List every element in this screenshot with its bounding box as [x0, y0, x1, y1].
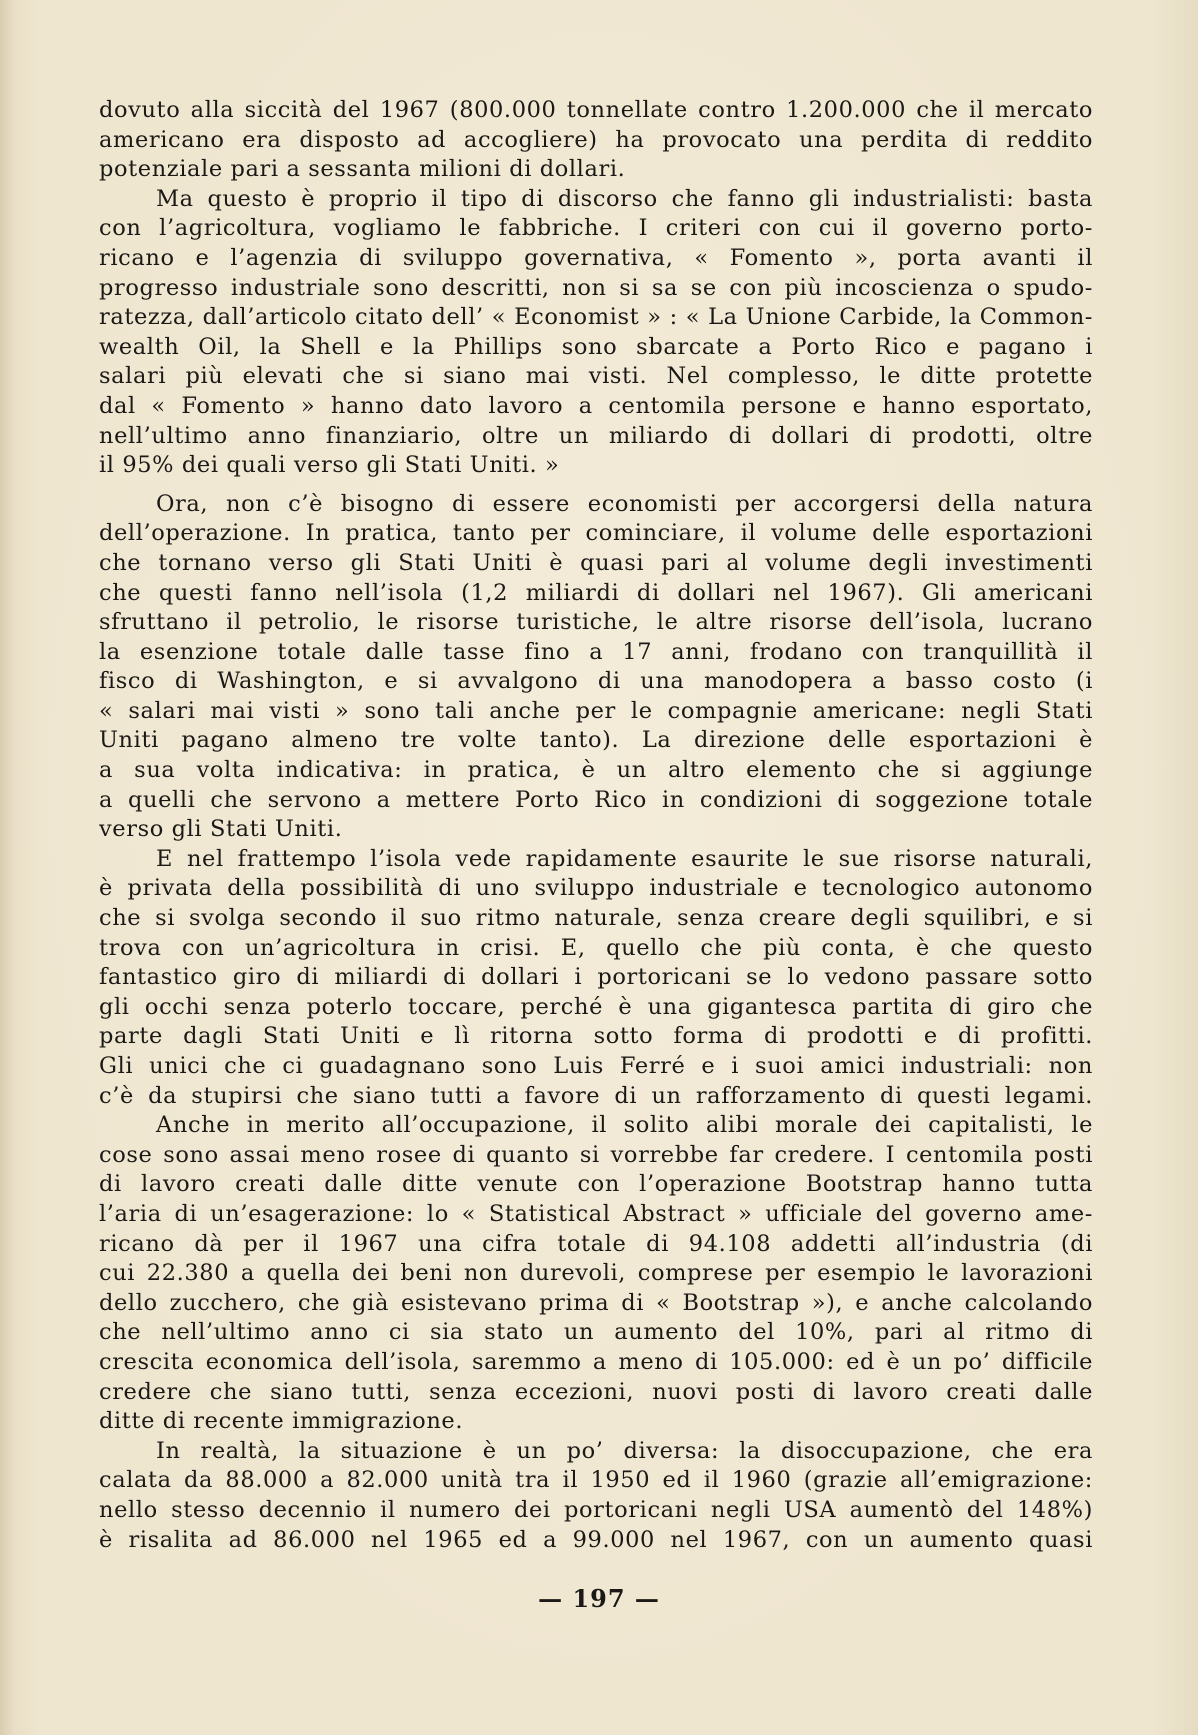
- text-line: nello stesso decennio il numero dei portoricani negli USA aumentò del 148%): [99, 1496, 1093, 1523]
- text-line: sfruttano il petrolio, le risorse turistiche, le altre risorse dell’isola, lucrano: [99, 609, 1093, 636]
- text-line: è risalita ad 86.000 nel 1965 ed a 99.000 nel 1967, con un aumento quasi: [99, 1526, 1093, 1553]
- text-line: che si svolga secondo il suo ritmo naturale, senza creare degli squilibri, e si: [99, 905, 1093, 932]
- text-line: In realtà, la situazione è un po’ diversa: la disoccupazione, che era: [156, 1437, 1093, 1464]
- text-line: c’è da stupirsi che siano tutti a favore di un rafforzamento di questi legami.: [99, 1082, 1093, 1109]
- text-line: a sua volta indicativa: in pratica, è un altro elemento che si aggiunge: [99, 757, 1093, 784]
- text-line: crescita economica dell’isola, saremmo a meno di 105.000: ed è un po’ difficile: [99, 1348, 1093, 1375]
- paragraph-gap: [99, 481, 1093, 490]
- text-line: « salari mai visti » sono tali anche per le compagnie americane: negli Stati: [99, 697, 1093, 724]
- text-line: ricano dà per il 1967 una cifra totale di 94.108 addetti all’industria (di: [99, 1230, 1093, 1257]
- text-line: trova con un’agricoltura in crisi. E, quello che più conta, è che questo: [99, 934, 1093, 961]
- text-line: che questi fanno nell’isola (1,2 miliardi di dollari nel 1967). Gli americani: [99, 579, 1093, 606]
- text-line: potenziale pari a sessanta milioni di dollari.: [99, 156, 626, 183]
- text-line: Ora, non c’è bisogno di essere economisti per accorgersi della natura: [156, 490, 1093, 517]
- text-line: cose sono assai meno rosee di quanto si vorrebbe far credere. I centomila posti: [99, 1141, 1093, 1168]
- text-line: ricano e l’agenzia di sviluppo governativa, « Fomento », porta avanti il: [99, 244, 1093, 271]
- text-line: Anche in merito all’occupazione, il solito alibi morale dei capitalisti, le: [156, 1112, 1093, 1139]
- text-line: calata da 88.000 a 82.000 unità tra il 1950 ed il 1960 (grazie all’emigrazione:: [99, 1467, 1093, 1494]
- text-line: verso gli Stati Uniti.: [99, 816, 343, 843]
- text-line: credere che siano tutti, senza eccezioni, nuovi posti di lavoro creati dalle: [99, 1378, 1093, 1405]
- text-line: è privata della possibilità di uno sviluppo industriale e tecnologico autonomo: [99, 875, 1093, 902]
- text-line: fisco di Washington, e si avvalgono di una manodopera a basso costo (i: [99, 668, 1093, 695]
- text-line: dell’operazione. In pratica, tanto per cominciare, il volume delle esportazioni: [99, 520, 1093, 547]
- text-line: ditte di recente immigrazione.: [99, 1408, 464, 1435]
- text-line: l’aria di un’esagerazione: lo « Statistical Abstract » ufficiale del governo ame-: [99, 1200, 1093, 1227]
- text-line: salari più elevati che si siano mai visti. Nel complesso, le ditte protette: [99, 363, 1093, 390]
- text-line: americano era disposto ad accogliere) ha provocato una perdita di reddito: [99, 126, 1093, 153]
- text-line: fantastico giro di miliardi di dollari i portoricani se lo vedono passare sotto: [99, 964, 1093, 991]
- text-line: wealth Oil, la Shell e la Phillips sono sbarcate a Porto Rico e pagano i: [99, 333, 1093, 360]
- text-line: cui 22.380 a quella dei beni non durevoli, comprese per esempio le lavorazioni: [99, 1260, 1093, 1287]
- page-number: — 197 —: [538, 1584, 660, 1613]
- text-line: dovuto alla siccità del 1967 (800.000 tonnellate contro 1.200.000 che il mercato: [99, 97, 1093, 123]
- text-line: il 95% dei quali verso gli Stati Uniti. »: [99, 452, 560, 479]
- text-line: dal « Fomento » hanno dato lavoro a centomila persone e hanno esportato,: [99, 392, 1093, 419]
- text-line: a quelli che servono a mettere Porto Rico in condizioni di soggezione totale: [99, 786, 1093, 813]
- text-line: Ma questo è proprio il tipo di discorso che fanno gli industrialisti: basta: [156, 185, 1093, 212]
- text-line: Gli unici che ci guadagnano sono Luis Ferré e i suoi amici industriali: non: [99, 1053, 1093, 1079]
- text-line: nell’ultimo anno finanziario, oltre un miliardo di dollari di prodotti, oltre: [99, 422, 1093, 449]
- text-line: gli occhi senza poterlo toccare, perché è una gigantesca partita di giro che: [99, 993, 1093, 1020]
- text-line: parte dagli Stati Uniti e lì ritorna sotto forma di prodotti e di profitti.: [99, 1023, 1093, 1050]
- text-line: che nell’ultimo anno ci sia stato un aumento del 10%, pari al ritmo di: [99, 1319, 1093, 1346]
- text-line: Uniti pagano almeno tre volte tanto). La direzione delle esportazioni è: [99, 727, 1093, 754]
- text-line: che tornano verso gli Stati Uniti è quasi pari al volume degli investimenti: [99, 549, 1093, 576]
- text-line: con l’agricoltura, vogliamo le fabbriche. I criteri con cui il governo porto-: [99, 215, 1093, 242]
- text-line: la esenzione totale dalle tasse fino a 17 anni, frodano con tranquillità il: [99, 638, 1093, 665]
- text-line: E nel frattempo l’isola vede rapidamente esaurite le sue risorse naturali,: [156, 845, 1093, 872]
- text-line: ratezza, dall’articolo citato dell’ « Economist » : « La Unione Carbide, la Common-: [99, 304, 1093, 331]
- text-line: progresso industriale sono descritti, non si sa se con più incoscienza o spudo-: [99, 274, 1093, 301]
- text-line: di lavoro creati dalle ditte venute con l’operazione Bootstrap hanno tutta: [99, 1171, 1093, 1198]
- body-text: [99, 96, 1093, 1555]
- text-line: dello zucchero, che già esistevano prima di « Bootstrap »), e anche calcolando: [99, 1289, 1093, 1316]
